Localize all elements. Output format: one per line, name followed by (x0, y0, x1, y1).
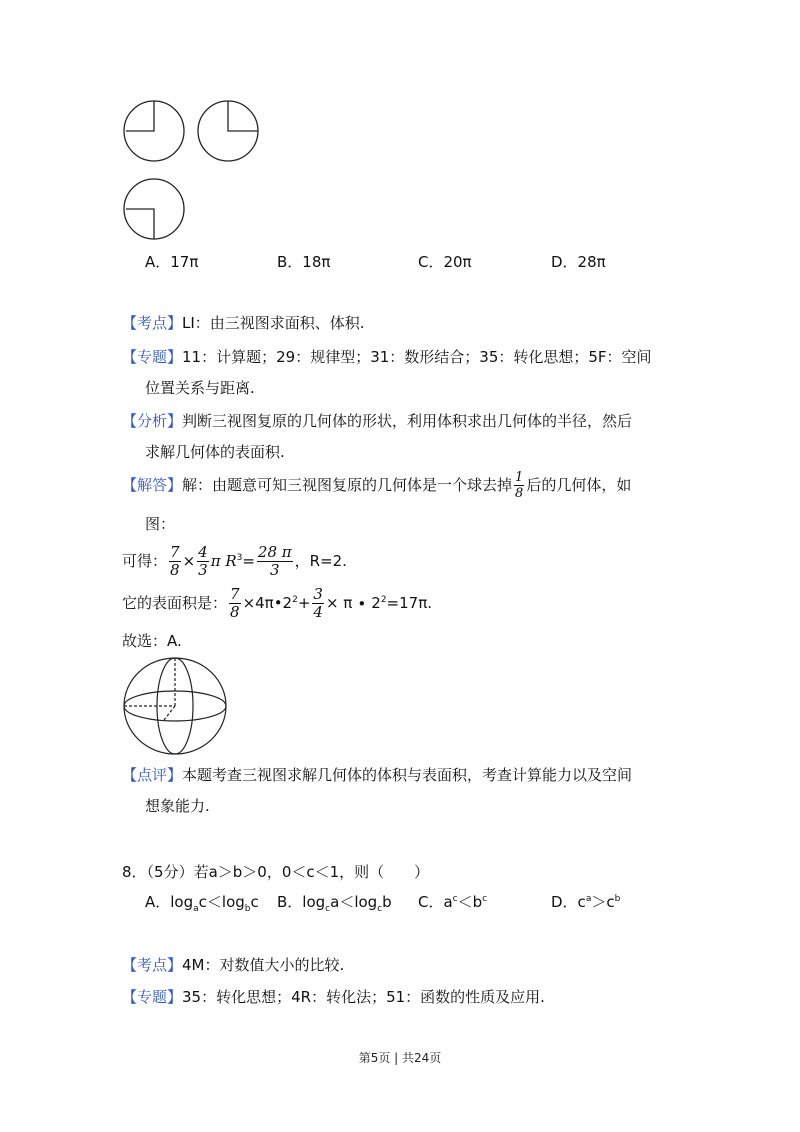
eq2-label: 它的表面积是： (122, 594, 228, 612)
guxuan-line: 故选：A. (122, 632, 182, 650)
q8d-sup2: b (614, 894, 621, 904)
q8c-sup2: c (482, 894, 488, 904)
eq1-frac-28pi-3 (257, 545, 293, 578)
q8-kaodian-text: 4M：对数值大小的比较. (182, 956, 345, 974)
top-view-cut (126, 209, 154, 239)
eq1-f2-den: 3 (198, 561, 208, 579)
q8c-prefix: C．a (418, 893, 453, 911)
jieda-line1 (122, 470, 631, 500)
jieda-line2: 图： (145, 515, 176, 533)
zhuanti-text1: 11：计算题；29：规律型；31：数形结合；35：转化思想；5F：空间 (182, 348, 652, 366)
jieda-tag: 【解答】 (122, 476, 183, 494)
eq2-plus: + (297, 594, 311, 612)
q8a-mid: c＜log (198, 893, 245, 911)
eq2-f2-num: 3 (313, 585, 323, 603)
eq1-f1-num: 7 (170, 543, 180, 561)
kaodian-line (122, 312, 365, 333)
dianping-line1 (122, 764, 632, 785)
eq1-f2-num: 4 (198, 543, 208, 561)
q8b-tail: b (382, 893, 392, 911)
equation-surface (122, 584, 432, 620)
option-d: D．28π (551, 253, 606, 271)
q8a-prefix: A．log (145, 893, 194, 911)
eq1-pi-r: π R (210, 552, 237, 570)
one-eighth-fraction (514, 471, 524, 500)
q8-zhuanti-tag: 【专题】 (122, 988, 183, 1006)
q8-option-b (277, 891, 392, 914)
dianping-text1: 本题考查三视图求解几何体的体积与表面积，考查计算能力以及空间 (182, 766, 633, 784)
eq2-f1-num: 7 (230, 585, 240, 603)
q8d-prefix: D．c (551, 893, 586, 911)
eq1-label: 可得： (122, 552, 168, 570)
q8-stem: 8．（5分）若a＞b＞0，0＜c＜1，则（ ） (122, 863, 430, 881)
eq2-f2-den: 4 (313, 603, 323, 621)
sphere-figure (120, 654, 230, 758)
zhuanti-line1 (122, 346, 652, 367)
frac-denominator: 8 (515, 486, 524, 501)
q8-zhuanti-text: 35：转化思想；4R：转化法；51：函数的性质及应用. (182, 988, 545, 1006)
eq1-f3-den: 3 (270, 561, 280, 579)
eq1-equals: = (242, 552, 255, 570)
eq2-tail: =17π. (386, 594, 433, 612)
equation-volume (122, 542, 347, 578)
kaodian-text: LI：由三视图求面积、体积. (182, 314, 365, 332)
eq1-f1-den: 8 (170, 561, 180, 579)
q8b-sub1: c (325, 904, 331, 914)
page-footer: 第5页 | 共24页 (358, 1051, 442, 1065)
q8a-tail: c (250, 893, 259, 911)
fenxi-line1 (122, 410, 632, 431)
eq2-mid-exp: 2 (292, 595, 298, 605)
meridian-right (175, 658, 193, 754)
equator-front (124, 706, 226, 721)
q8d-mid: ＞c (591, 893, 615, 911)
zhuanti-line2: 位置关系与距离. (145, 379, 255, 397)
q8c-mid: ＜b (457, 893, 483, 911)
eq1-frac-7-8 (169, 545, 181, 578)
eq1-times: × (182, 552, 196, 570)
q8a-sub1: a (193, 904, 199, 914)
option-c: C．20π (418, 253, 472, 271)
zhuanti-tag: 【专题】 (122, 348, 183, 366)
q8-option-c (418, 891, 487, 912)
dianping-tag: 【点评】 (122, 766, 183, 784)
fenxi-text1: 判断三视图复原的几何体的形状，利用体积求出几何体的半径，然后 (182, 412, 633, 430)
q8b-sub2: c (377, 904, 383, 914)
eq1-tail: ，R=2. (294, 552, 347, 570)
q8b-mid: a＜log (330, 893, 378, 911)
jieda-text-post: 后的几何体，如 (526, 476, 632, 494)
front-view-cut (126, 101, 154, 131)
eq1-r-exp: 3 (236, 553, 243, 563)
q8d-sup1: a (585, 894, 592, 904)
fenxi-tag: 【分析】 (122, 412, 183, 430)
q8-option-a (145, 891, 259, 914)
fenxi-line2: 求解几何体的表面积. (145, 443, 285, 461)
q8-option-d (551, 891, 620, 912)
option-b: B．18π (277, 253, 331, 271)
eq2-times: × π ∙ 2 (325, 594, 381, 612)
three-view-figure (118, 92, 268, 244)
q8-kaodian-tag: 【考点】 (122, 956, 183, 974)
eq1-frac-4-3 (197, 545, 209, 578)
dianping-line2: 想象能力. (145, 797, 210, 815)
q8c-sup1: c (452, 894, 458, 904)
q8-zhuanti-line (122, 986, 545, 1007)
jieda-text-pre: 解：由题意可知三视图复原的几何体是一个球去掉 (182, 476, 513, 494)
q8b-prefix: B．log (277, 893, 326, 911)
option-a: A．17π (145, 253, 199, 271)
eq2-frac-7-8 (229, 587, 241, 620)
radius-depth (164, 706, 175, 720)
eq2-mid: ×4π•2 (242, 594, 293, 612)
eq2-exp2: 2 (380, 595, 387, 605)
eq2-f1-den: 8 (230, 603, 240, 621)
q8-kaodian-line (122, 954, 344, 975)
eq2-frac-3-4 (312, 587, 324, 620)
q8a-sub2: b (244, 904, 251, 914)
kaodian-tag: 【考点】 (122, 314, 183, 332)
eq1-f3-num: 28 π (257, 543, 292, 561)
frac-numerator: 1 (515, 470, 524, 485)
